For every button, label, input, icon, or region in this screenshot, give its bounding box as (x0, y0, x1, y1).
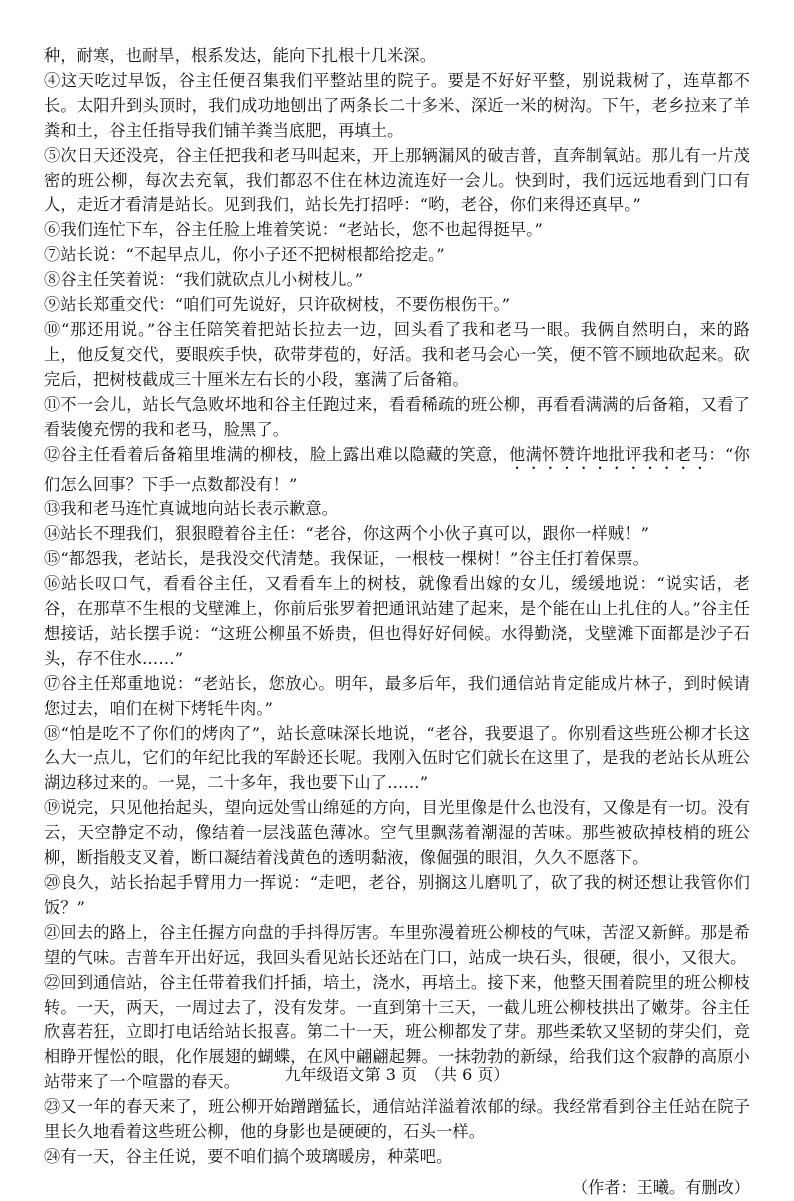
paragraph-18: ⑱“怕是吃不了你们的烤肉了”，站长意味深长地说，“老谷，我要退了。你别看这些班公柳才长这么大一点儿，它们的年纪比我的军龄还长呢。我刚入伍时它们就长在这里了，是我的老站长从班公湖边移过来的。一晃，二十多年，我也要下山了……” (44, 723, 750, 793)
paragraph-12-start: ⑫谷主任看着后备箱里堆满的柳枝，脸上露出难以隐藏的笑意， (44, 444, 510, 464)
paragraph-10: ⑩“那还用说。”谷主任陪笑着把站长拉去一边，回头看了我和老马一眼。我俩自然明白，来的路上，他反复交代，要眼疾手快，砍带芽苞的，好活。我和老马会心一笑，便不管不顾地砍起来。砍完后，把树枝截成三十厘米左右长的小段，塞满了后备箱。 (44, 319, 750, 389)
paragraph-9: ⑨站长郑重交代：“咱们可先说好，只许砍树枝，不要伤根伤干。” (44, 295, 511, 315)
paragraph-20: ⑳良久，站长抬起手臂用力一挥说：“走吧，老谷，别搁这儿磨叽了，砍了我的树还想让我管你们饭？” (44, 873, 750, 917)
paragraph-17: ⑰谷主任郑重地说：“老站长，您放心。明年，最多后年，我们通信站肯定能成片林子，到时候请您过去，咱们在树下烤牦牛肉。” (44, 673, 750, 718)
author-credit: （作者：王曦。有删改） (571, 1177, 750, 1197)
paragraph-7: ⑦站长说：“不起早点儿，你小子还不把树根都给挖走。” (44, 245, 445, 265)
paragraph-15: ⑮“都怨我，老站长，是我没交代清楚。我保证，一根枝一棵树！”谷主任打着保票。 (44, 549, 649, 569)
paragraph-22: ㉒回到通信站，谷主任带着我们扦插，培土，浇水，再培土。接下来，他整天围着院里的班公柳枝转。一天，两天，一周过去了，没有发芽。一直到第十三天，一截儿班公柳枝拱出了嫩芽。谷主任欣喜若狂，立即打电话给站长报喜。第二十一天，班公柳都发了芽。那些柔软又坚韧的芽尖们，竞相睁开惺忪的眼，化作展翅的蝴蝶，在风中翩翩起舞。一抹勃勃的新绿，给我们这个寂静的高原小站带来了一个喧嚣的春天。 (44, 972, 750, 1092)
paragraph-6: ⑥我们连忙下车，谷主任脸上堆着笑说：“老站长，您不也起得挺早。” (44, 220, 543, 240)
paragraph-16: ⑯站长叹口气，看看谷主任，又看看车上的树枝，就像看出嫁的女儿，缓缓地说：“说实话，老谷，在那草不生根的戈壁滩上，你前后张罗着把通讯站建了起来，是个能在山上扎住的人。”谷主任想接话，站长摆手说：“这班公柳虽不娇贵，但也得好好伺候。水得勤浇，戈壁滩下面都是沙子石头，存不住水……” (44, 574, 750, 668)
paragraph-5: ⑤次日天还没亮，谷主任把我和老马叫起来，开上那辆漏风的破吉普，直奔制氧站。那儿有一片茂密的班公柳，每次去充氧，我们都忍不住在林边流连好一会儿。快到时，我们远远地看到门口有人，走近才看清是站长。见到我们，站长先打招呼：“哟，老谷，你们来得还真早。” (44, 145, 750, 215)
paragraph-13: ⑬我和老马连忙真诚地向站长表示歉意。 (44, 499, 339, 519)
paragraph-19: ⑲说完，只见他抬起头，望向远处雪山绵延的方向，目光里像是什么也没有，又像是有一切。没有云，天空静定不动，像结着一层浅蓝色薄冰。空气里飘荡着潮湿的苦味。那些被砍掉枝梢的班公柳，断指般支叉着，断口凝结着浅黄色的透明黏液，像倔强的眼泪，久久不愿落下。 (44, 798, 750, 868)
paragraph-11: ⑪不一会儿，站长气急败坏地和谷主任跑过来，看看稀疏的班公柳，再看看满满的后备箱，又看了看装傻充愣的我和老马，脸黑了。 (44, 394, 750, 439)
paragraph-4: ④这天吃过早饭，谷主任便召集我们平整站里的院子。要是不好好平整，别说栽树了，连草都不长。太阳升到头顶时，我们成功地刨出了两条长二十多米、深近一米的树沟。下午，老乡拉来了羊粪和土，谷主任指导我们铺羊粪当底肥，再填土。 (44, 70, 750, 140)
emphasized-phrase: 他满怀赞许地批评我和老马 (509, 444, 709, 464)
paragraph-continued: 种，耐寒，也耐旱，根系发达，能向下扎根十几米深。 (44, 46, 437, 65)
paragraph-12 (44, 443, 750, 498)
page-footer: 九年级语文第 3 页 （共 6 页） (284, 1065, 510, 1084)
paragraph-23: ㉓又一年的春天来了，班公柳开始蹭蹭猛长，通信站洋溢着浓郁的绿。我经常看到谷主任站在院子里长久地看着这些班公柳，他的身影也是硬硬的，石头一样。 (44, 1097, 750, 1142)
paragraph-21: ㉑回去的路上，谷主任握方向盘的手抖得厉害。车里弥漫着班公柳枝的气味，苦涩又新鲜。那是希望的气味。吉普车开出好远，我回头看见站长还站在门口，站成一块石头，很硬，很小，又很大。 (44, 922, 750, 967)
paragraph-8: ⑧谷主任笑着说：“我们就砍点儿小树枝儿。” (44, 270, 364, 290)
paragraph-12-end: ：“你们怎么回事？下手一点数都没有！” (44, 444, 750, 494)
paragraph-24: ㉔有一天，谷主任说，要不咱们搞个玻璃暖房，种菜吧。 (44, 1146, 453, 1166)
paragraph-14: ⑭站长不理我们，狠狠瞪着谷主任：“老谷，你这两个小伙子真可以，跟你一样贼！” (44, 524, 649, 544)
